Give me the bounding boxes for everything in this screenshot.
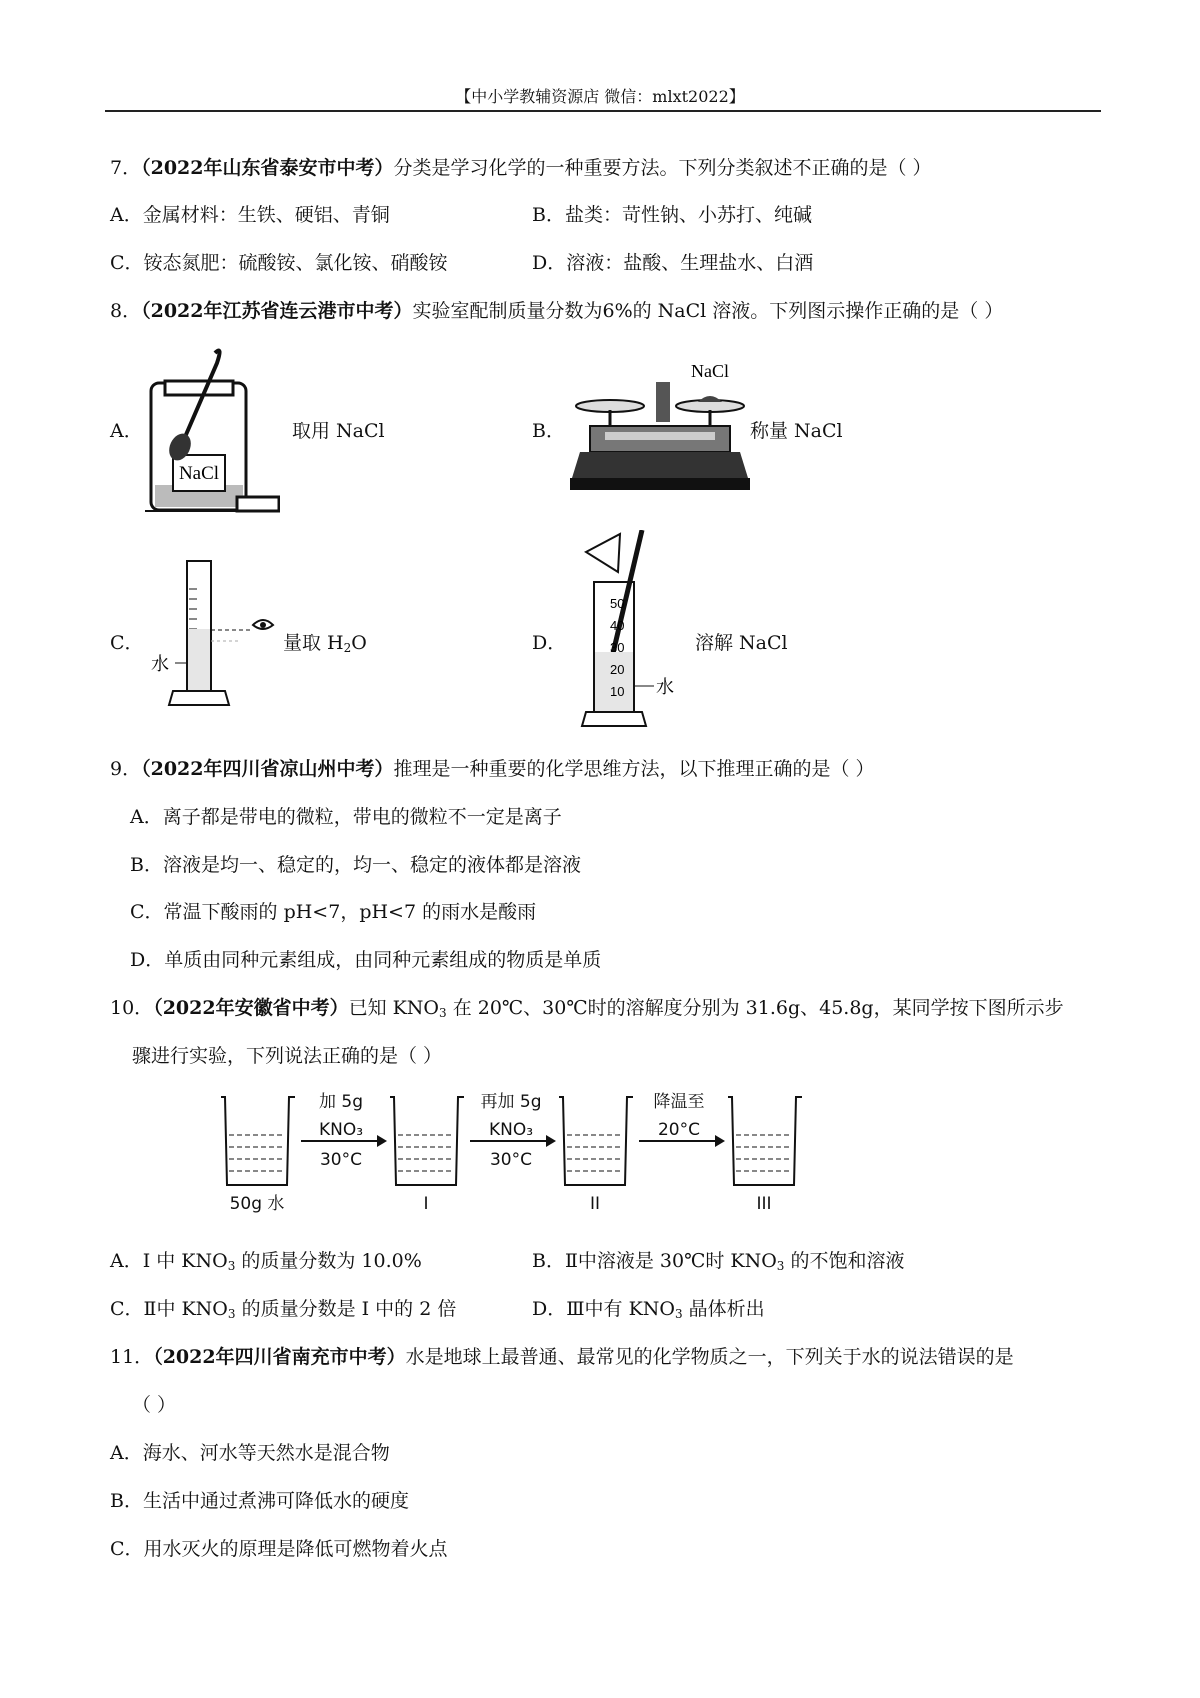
label-water: 50g 水 <box>229 1194 285 1214</box>
option-text-end: 的质量分数是 I 中的 2 倍 <box>235 1298 457 1320</box>
caption-text: 量取 H <box>283 632 344 654</box>
option-text: D．Ⅲ中有 KNO <box>532 1298 675 1320</box>
subscript: 3 <box>675 1307 683 1321</box>
step1-line3: 30°C <box>319 1150 363 1170</box>
question-number: 8． <box>110 300 142 322</box>
caption-sub: 2 <box>343 641 352 655</box>
reagent-bottle-figure <box>145 345 280 515</box>
option-text: A．I 中 KNO <box>110 1250 228 1272</box>
q8-option-b-caption: 称量 NaCl <box>750 420 843 442</box>
question-source: （2022年四川省凉山州中考） <box>141 758 394 780</box>
question-8-stem <box>110 298 1003 324</box>
question-9-stem <box>110 756 875 782</box>
q9-option-b: B．溶液是均一、稳定的，均一、稳定的液体都是溶液 <box>130 854 581 876</box>
scale-50: 50 <box>610 596 625 611</box>
balance-label: NaCl <box>691 361 729 381</box>
question-source: （2022年四川省南充市中考） <box>153 1346 406 1368</box>
balance-figure <box>570 360 750 500</box>
q9-option-a: A．离子都是带电的微粒，带电的微粒不一定是离子 <box>130 806 562 828</box>
option-text: C．Ⅱ中 KNO <box>110 1298 228 1320</box>
graduated-cylinder-figure <box>145 555 285 710</box>
question-number: 11． <box>110 1346 154 1368</box>
scale-20: 20 <box>610 662 625 677</box>
step3-line2: 20°C <box>657 1120 701 1140</box>
q10-option-b <box>532 1248 904 1274</box>
scale-30: 30 <box>610 640 625 655</box>
question-text: 水是地球上最普通、最常见的化学物质之一，下列关于水的说法错误的是 <box>405 1346 1014 1368</box>
beaker-ii <box>559 1097 633 1185</box>
q8-option-d-letter: D． <box>532 632 567 654</box>
option-text-end: 的质量分数为 10.0% <box>235 1250 422 1272</box>
arrow-1 <box>377 1135 387 1147</box>
q8-option-c-caption <box>283 630 367 656</box>
q9-option-d: D．单质由同种元素组成，由同种元素组成的物质是单质 <box>130 949 602 971</box>
step2-line1: 再加 5g <box>480 1092 542 1112</box>
label-i: I <box>423 1194 429 1214</box>
question-text: 分类是学习化学的一种重要方法。下列分类叙述不正确的是（ ） <box>393 157 932 179</box>
experiment-flow-diagram <box>215 1085 835 1215</box>
question-number: 7． <box>110 157 142 179</box>
q8-option-a-letter: A． <box>110 420 143 442</box>
arrow-3 <box>715 1135 725 1147</box>
question-source: （2022年安徽省中考） <box>153 997 349 1019</box>
q7-option-b: B．盐类：苛性钠、小苏打、纯碱 <box>532 204 812 226</box>
q9-option-c: C．常温下酸雨的 pH<7，pH<7 的雨水是酸雨 <box>130 901 537 923</box>
step3-line1: 降温至 <box>653 1092 705 1112</box>
question-source: （2022年江苏省连云港市中考） <box>141 300 413 322</box>
subscript: 3 <box>227 1307 236 1321</box>
question-text: 已知 KNO <box>348 997 440 1019</box>
step1-line1: 加 5g <box>318 1092 364 1112</box>
beaker-iii <box>728 1097 802 1185</box>
q10-option-a <box>110 1248 422 1274</box>
q8-option-a-caption: 取用 NaCl <box>292 420 385 442</box>
q8-option-c-letter: C． <box>110 632 144 654</box>
step2-line3: 30°C <box>489 1150 533 1170</box>
header-rule <box>105 110 1101 112</box>
water-label: 水 <box>151 654 169 675</box>
question-source: （2022年山东省泰安市中考） <box>141 157 394 179</box>
bottle-label: NaCl <box>178 463 220 484</box>
label-iii: III <box>756 1194 772 1214</box>
question-7-stem <box>110 155 932 181</box>
cylinder-stirring-figure <box>580 530 690 730</box>
question-10-stem <box>110 995 1064 1021</box>
question-number: 10． <box>110 997 154 1019</box>
q8-option-d-caption: 溶解 NaCl <box>695 632 788 654</box>
cyl-water-label: 水 <box>656 677 674 698</box>
question-11-stem <box>110 1344 1014 1370</box>
question-text-cont: 在 20℃、30℃时的溶解度分别为 31.6g、45.8g，某同学按下图所示步 <box>446 997 1064 1019</box>
question-11-stem-line2: （ ） <box>132 1394 177 1416</box>
q11-option-c: C．用水灭火的原理是降低可燃物着火点 <box>110 1538 448 1560</box>
step1-line2: KNO₃ <box>318 1120 364 1140</box>
q11-option-a: A．海水、河水等天然水是混合物 <box>110 1442 390 1464</box>
label-ii: II <box>589 1194 601 1214</box>
q8-option-b-letter: B． <box>532 420 565 442</box>
subscript: 3 <box>439 1006 447 1020</box>
scale-10: 10 <box>610 684 625 699</box>
q10-option-d <box>532 1296 765 1322</box>
q7-option-d: D．溶液：盐酸、生理盐水、白酒 <box>532 252 814 274</box>
beaker-water <box>221 1097 295 1185</box>
subscript: 3 <box>227 1259 236 1273</box>
page-header: 【中小学教辅资源店 微信：mlxt2022】 <box>455 87 745 106</box>
q7-option-a: A．金属材料：生铁、硬铝、青铜 <box>110 204 390 226</box>
step2-line2: KNO₃ <box>488 1120 534 1140</box>
question-10-stem-line2: 骤进行实验，下列说法正确的是（ ） <box>132 1045 443 1067</box>
question-text: 实验室配制质量分数为6%的 NaCl 溶液。下列图示操作正确的是（ ） <box>412 300 1004 322</box>
beaker-i <box>390 1097 464 1185</box>
caption-text-end: O <box>351 632 367 654</box>
subscript: 3 <box>776 1259 785 1273</box>
option-text-end: 晶体析出 <box>682 1298 765 1320</box>
question-number: 9． <box>110 758 142 780</box>
option-text: B．Ⅱ中溶液是 30℃时 KNO <box>532 1250 777 1272</box>
scale-40: 40 <box>610 618 625 633</box>
q7-option-c: C．铵态氮肥：硫酸铵、氯化铵、硝酸铵 <box>110 252 448 274</box>
question-text: 推理是一种重要的化学思维方法，以下推理正确的是（ ） <box>393 758 875 780</box>
option-text-end: 的不饱和溶液 <box>784 1250 905 1272</box>
arrow-2 <box>546 1135 556 1147</box>
q10-option-c <box>110 1296 456 1322</box>
q11-option-b: B．生活中通过煮沸可降低水的硬度 <box>110 1490 409 1512</box>
